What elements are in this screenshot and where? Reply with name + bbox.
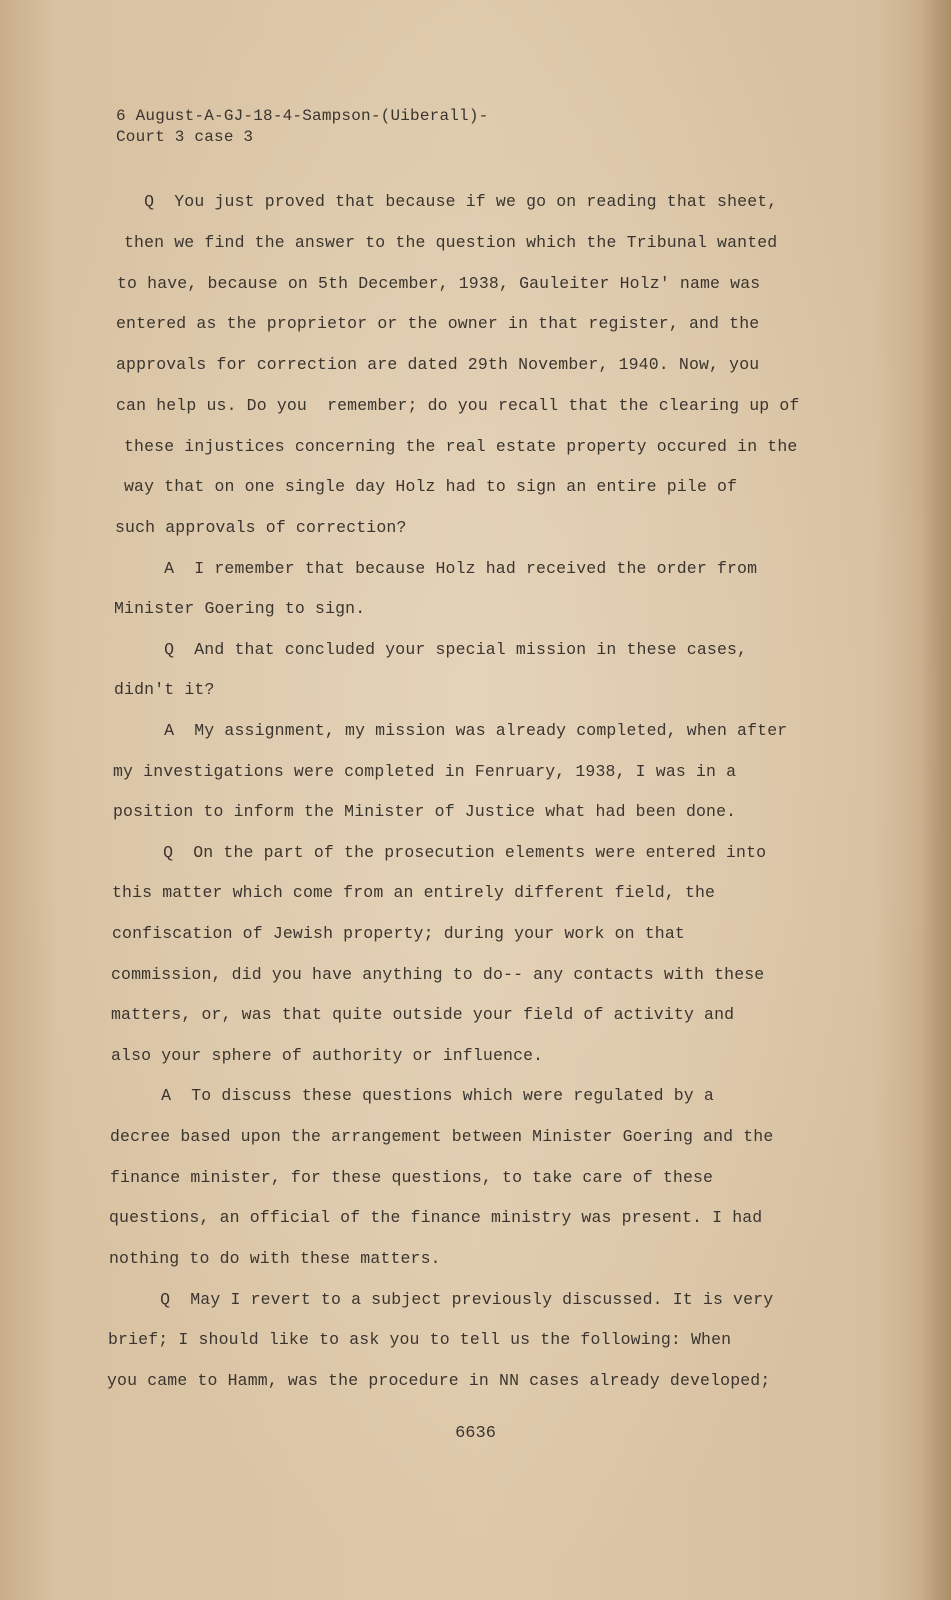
body-line: brief; I should like to ask you to tell us the following: When [108, 1330, 732, 1349]
body-line: then we find the answer to the question which the Tribunal wanted [124, 233, 778, 252]
body-line: my investigations were completed in Fenruary, 1938, I was in a [113, 762, 737, 781]
body-line: approvals for correction are dated 29th November, 1940. Now, you [116, 355, 760, 374]
body-line: A I remember that because Holz had received the order from [144, 559, 758, 578]
body-line: can help us. Do you remember; do you recall that the clearing up of [116, 396, 800, 415]
body-line: questions, an official of the finance ministry was present. I had [109, 1208, 763, 1227]
page-number: 6636 [455, 1424, 496, 1443]
body-line: Q On the part of the prosecution elements were entered into [143, 843, 767, 862]
body-line: didn't it? [114, 680, 215, 699]
header-line-1: 6 August-A-GJ-18-4-Sampson-(Uiberall)- [116, 107, 489, 125]
body-line: way that on one single day Holz had to sign an entire pile of [124, 477, 738, 496]
body-line: these injustices concerning the real estate property occured in the [124, 437, 798, 456]
body-line: A My assignment, my mission was already completed, when after [144, 721, 788, 740]
body-line: this matter which come from an entirely different field, the [112, 883, 716, 902]
body-line: finance minister, for these questions, to take care of these [110, 1168, 714, 1187]
body-line: also your sphere of authority or influence. [111, 1046, 544, 1065]
body-line: Q You just proved that because if we go on reading that sheet, [124, 192, 778, 211]
body-line: you came to Hamm, was the procedure in NN cases already developed; [107, 1371, 771, 1390]
page-edge-shadow [921, 0, 951, 1600]
body-line: Minister Goering to sign. [114, 599, 366, 618]
body-line: A To discuss these questions which were regulated by a [141, 1086, 714, 1105]
document-header [116, 106, 488, 148]
body-line: Q And that concluded your special mission in these cases, [144, 640, 748, 659]
body-line: nothing to do with these matters. [109, 1249, 441, 1268]
header-line-2: Court 3 case 3 [116, 128, 254, 146]
body-line: such approvals of correction? [115, 518, 407, 537]
body-line: commission, did you have anything to do-- any contacts with these [111, 965, 765, 984]
body-line: Q May I revert to a subject previously discussed. It is very [140, 1290, 774, 1309]
body-line: to have, because on 5th December, 1938, Gauleiter Holz' name was [117, 274, 761, 293]
body-line: decree based upon the arrangement between Minister Goering and the [110, 1127, 774, 1146]
body-line: position to inform the Minister of Justice what had been done. [113, 802, 737, 821]
body-line: matters, or, was that quite outside your field of activity and [111, 1005, 735, 1024]
body-line: confiscation of Jewish property; during your work on that [112, 924, 685, 943]
body-line: entered as the proprietor or the owner in that register, and the [116, 314, 760, 333]
